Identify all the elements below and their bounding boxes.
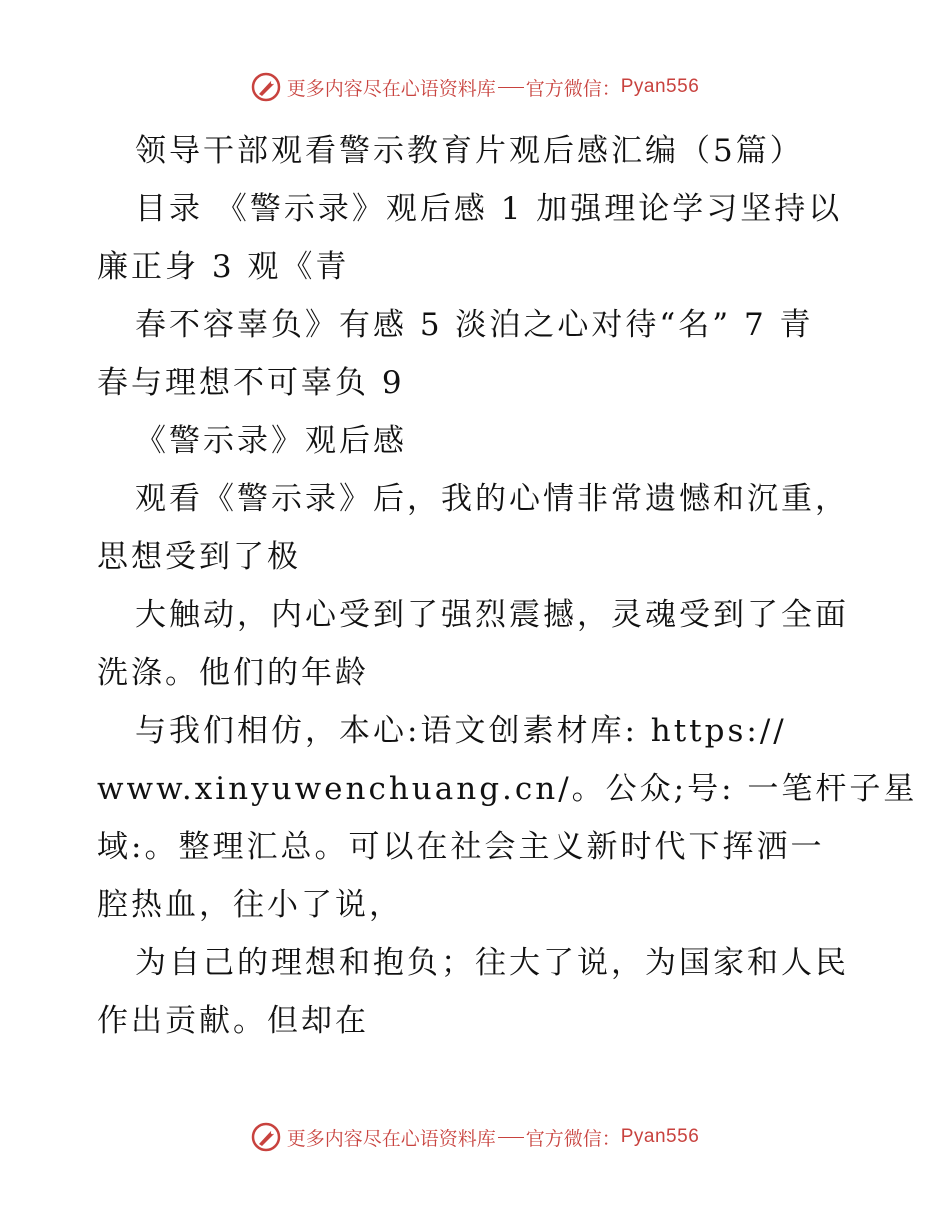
toc-line: 目录 《警示录》观后感 1 加强理论学习坚持以 — [135, 191, 843, 227]
site-text: 更多内容尽在心语资料库 — [286, 77, 496, 100]
wechat-id: Pyan556 — [620, 76, 700, 97]
section-heading: 《警示录》观后感 — [135, 423, 407, 459]
toc-line: 春不容辜负》有感 5 淡泊之心对待“名” 7 青 — [135, 307, 814, 343]
paragraph-line: 作出贡献。但却在 — [97, 1003, 369, 1039]
banner-dash — [498, 1137, 524, 1138]
pen-nib-logo-icon — [251, 72, 281, 102]
pen-nib-logo-icon — [251, 1122, 281, 1152]
wechat-label: 官方微信： — [525, 1127, 621, 1150]
paragraph-line: www.xinyuwenchuang.cn/。公众;号: 一笔杆子星 — [97, 771, 918, 807]
paragraph-line: 思想受到了极 — [97, 539, 301, 575]
document-title: 领导干部观看警示教育片观后感汇编（5篇） — [135, 133, 804, 169]
toc-line: 春与理想不可辜负 9 — [97, 365, 405, 401]
paragraph-line: 腔热血，往小了说， — [97, 887, 403, 923]
wechat-id: Pyan556 — [620, 1126, 700, 1147]
paragraph-line: 为自己的理想和抱负；往大了说，为国家和人民 — [135, 945, 849, 981]
paragraph-line: 与我们相仿，本心:语文创素材库: https:// — [135, 713, 787, 749]
paragraph-line: 域:。整理汇总。可以在社会主义新时代下挥洒一 — [97, 829, 825, 865]
paragraph-line: 洗涤。他们的年龄 — [97, 655, 369, 691]
paragraph-line: 大触动，内心受到了强烈震撼，灵魂受到了全面 — [135, 597, 849, 633]
document-body — [97, 122, 918, 1050]
toc-line: 廉正身 3 观《青 — [97, 249, 350, 285]
site-text: 更多内容尽在心语资料库 — [286, 1127, 496, 1150]
paragraph-line: 观看《警示录》后，我的心情非常遗憾和沉重， — [135, 481, 849, 517]
header-watermark-banner — [0, 72, 950, 102]
banner-dash — [498, 87, 524, 88]
wechat-label: 官方微信： — [525, 77, 621, 100]
footer-watermark-banner — [0, 1122, 950, 1152]
